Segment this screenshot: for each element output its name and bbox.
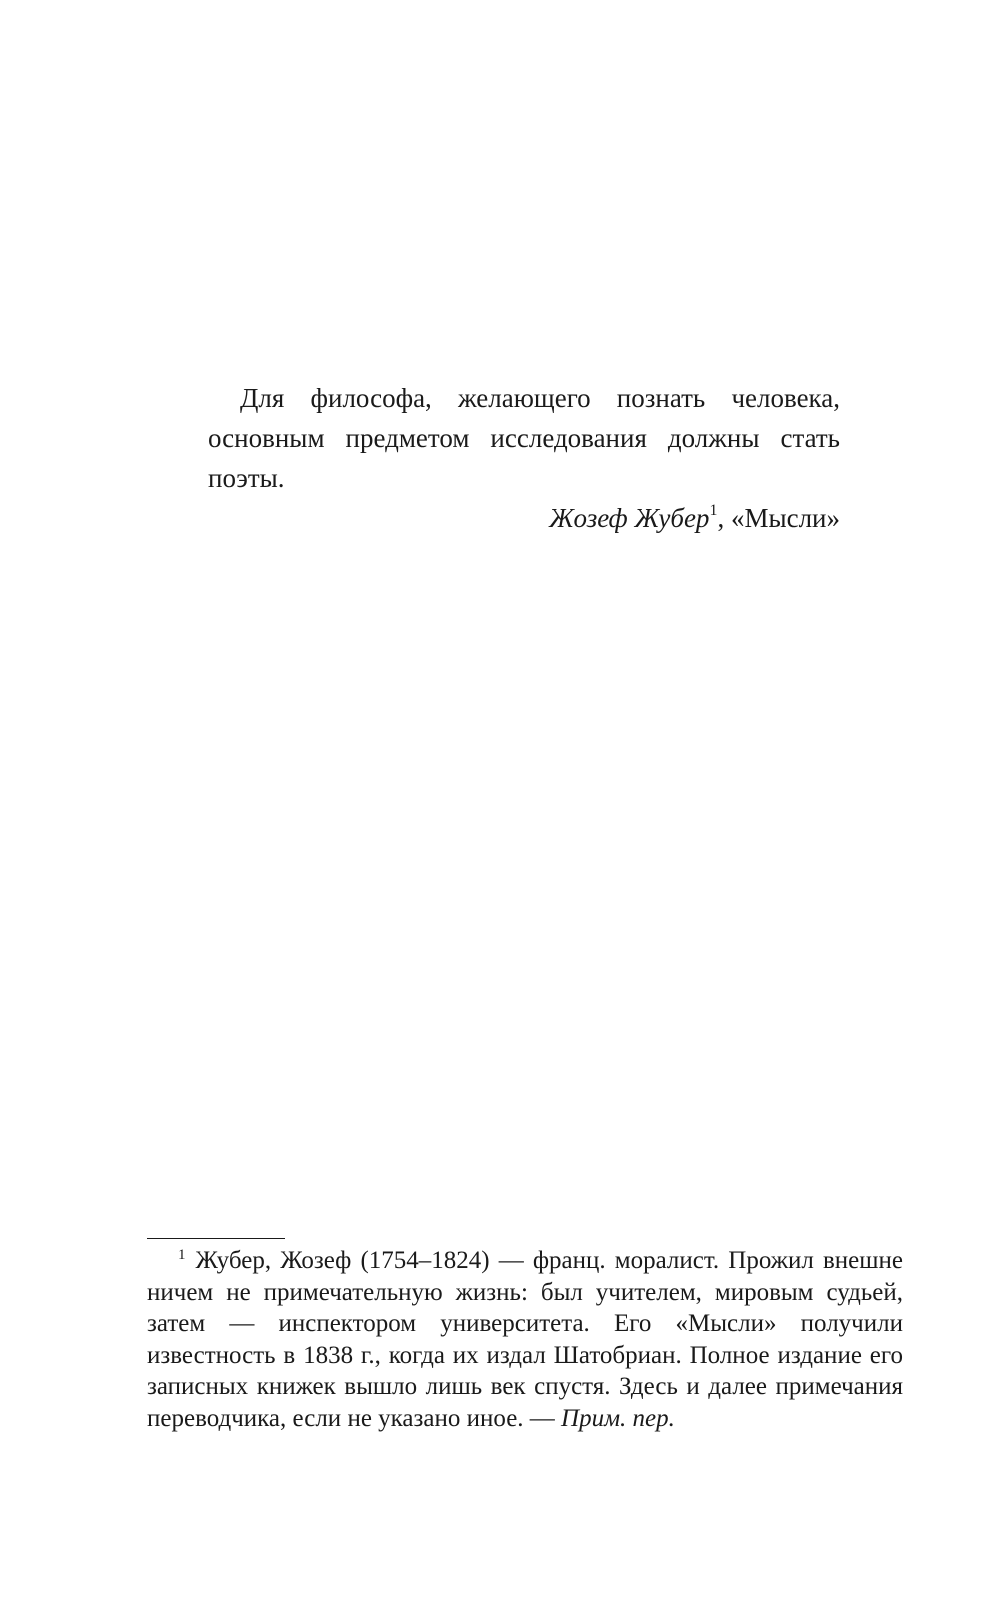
footnote bbox=[147, 1245, 903, 1434]
footnote-reference[interactable]: 1 bbox=[709, 502, 718, 519]
epigraph-author: Жозеф Жубер bbox=[549, 503, 710, 533]
footnote-translator-note: Прим. пер. bbox=[561, 1404, 675, 1432]
epigraph-attribution bbox=[208, 498, 840, 538]
footnote-marker: 1 bbox=[178, 1247, 186, 1263]
footnote-divider bbox=[147, 1238, 285, 1239]
epigraph-source: , «Мысли» bbox=[717, 503, 840, 533]
epigraph bbox=[208, 378, 840, 538]
footnote-text: Жубер, Жозеф (1754–1824) — франц. моралист. Прожил внешне ничем не примечательную жизнь: был учителем, мировым судьей, затем — инспектором университета. Его «Мысли» получили известность в 1838 г., когда их издал Шатобриан. Полное издание его записных книжек вышло лишь век спустя. Здесь и далее примечания переводчика, если не указано иное. — bbox=[147, 1247, 903, 1432]
epigraph-text: Для философа, желающего познать человека, основным предметом исследования должны стать поэты. bbox=[208, 383, 840, 493]
